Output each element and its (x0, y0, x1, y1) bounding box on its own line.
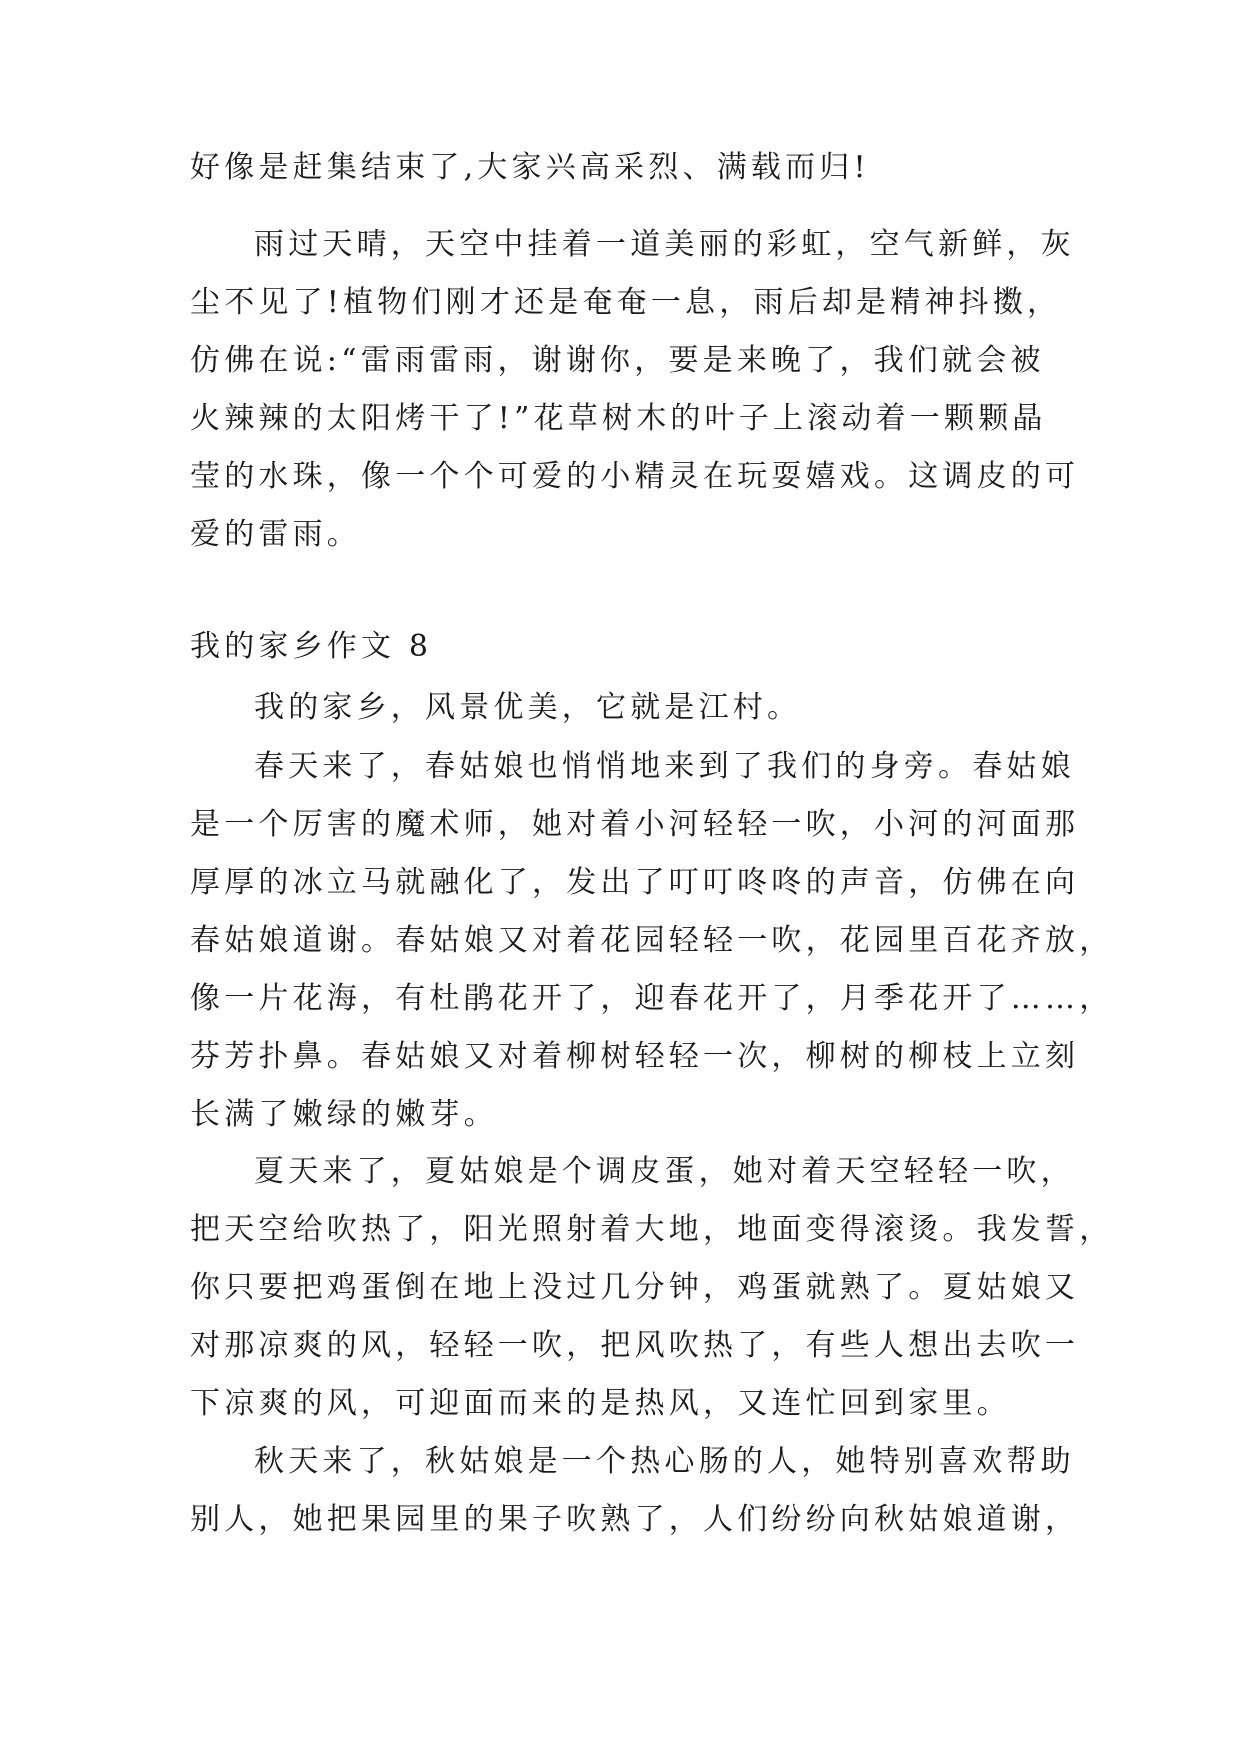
paragraph-line: 尘不见了!植物们刚才还是奄奄一息，雨后却是精神抖擞， (190, 285, 1062, 320)
paragraph-line: 仿佛在说:“雷雨雷雨，谢谢你，要是来晚了，我们就会被 (190, 343, 1045, 378)
paragraph-line: 把天空给吹热了，阳光照射着大地，地面变得滚烫。我发誓， (190, 1212, 1114, 1247)
paragraph-line: 夏天来了，夏姑娘是个调皮蛋，她对着天空轻轻一吹， (254, 1154, 1075, 1189)
paragraph-line: 芬芳扑鼻。春姑娘又对着柳树轻轻一次，柳树的柳枝上立刻 (190, 1039, 1080, 1074)
paragraph-line: 是一个厉害的魔术师，她对着小河轻轻一吹，小河的河面那 (190, 807, 1080, 842)
paragraph-line: 秋天来了，秋姑娘是一个热心肠的人，她特别喜欢帮助 (254, 1444, 1075, 1479)
essay-title: 我的家乡作文 8 (190, 629, 433, 664)
paragraph-line: 我的家乡，风景优美，它就是江村。 (254, 690, 802, 725)
paragraph-line: 火辣辣的太阳烤干了!”花草树木的叶子上滚动着一颗颗晶 (190, 401, 1047, 436)
paragraph-line: 长满了嫩绿的嫩芽。 (190, 1097, 498, 1132)
paragraph-line: 春姑娘道谢。春姑娘又对着花园轻轻一吹，花园里百花齐放， (190, 923, 1114, 958)
paragraph-line: 莹的水珠，像一个个可爱的小精灵在玩耍嬉戏。这调皮的可 (190, 459, 1080, 494)
paragraph-line: 对那凉爽的风，轻轻一吹，把风吹热了，有些人想出去吹一 (190, 1328, 1080, 1363)
paragraph-line: 春天来了，春姑娘也悄悄地来到了我们的身旁。春姑娘 (254, 749, 1075, 784)
paragraph-line: 爱的雷雨。 (190, 517, 361, 552)
paragraph-line: 下凉爽的风，可迎面而来的是热风，又连忙回到家里。 (190, 1386, 1011, 1421)
paragraph-line: 像一片花海，有杜鹃花开了，迎春花开了，月季花开了……， (190, 981, 1114, 1016)
paragraph-line: 雨过天晴，天空中挂着一道美丽的彩虹，空气新鲜，灰 (254, 227, 1075, 262)
paragraph-line: 厚厚的冰立马就融化了，发出了叮叮咚咚的声音，仿佛在向 (190, 865, 1080, 900)
paragraph-line: 好像是赶集结束了,大家兴高采烈、满载而归! (190, 150, 870, 185)
paragraph-line: 别人，她把果园里的果子吹熟了，人们纷纷向秋姑娘道谢， (190, 1502, 1080, 1537)
paragraph-line: 你只要把鸡蛋倒在地上没过几分钟，鸡蛋就熟了。夏姑娘又 (190, 1270, 1080, 1305)
